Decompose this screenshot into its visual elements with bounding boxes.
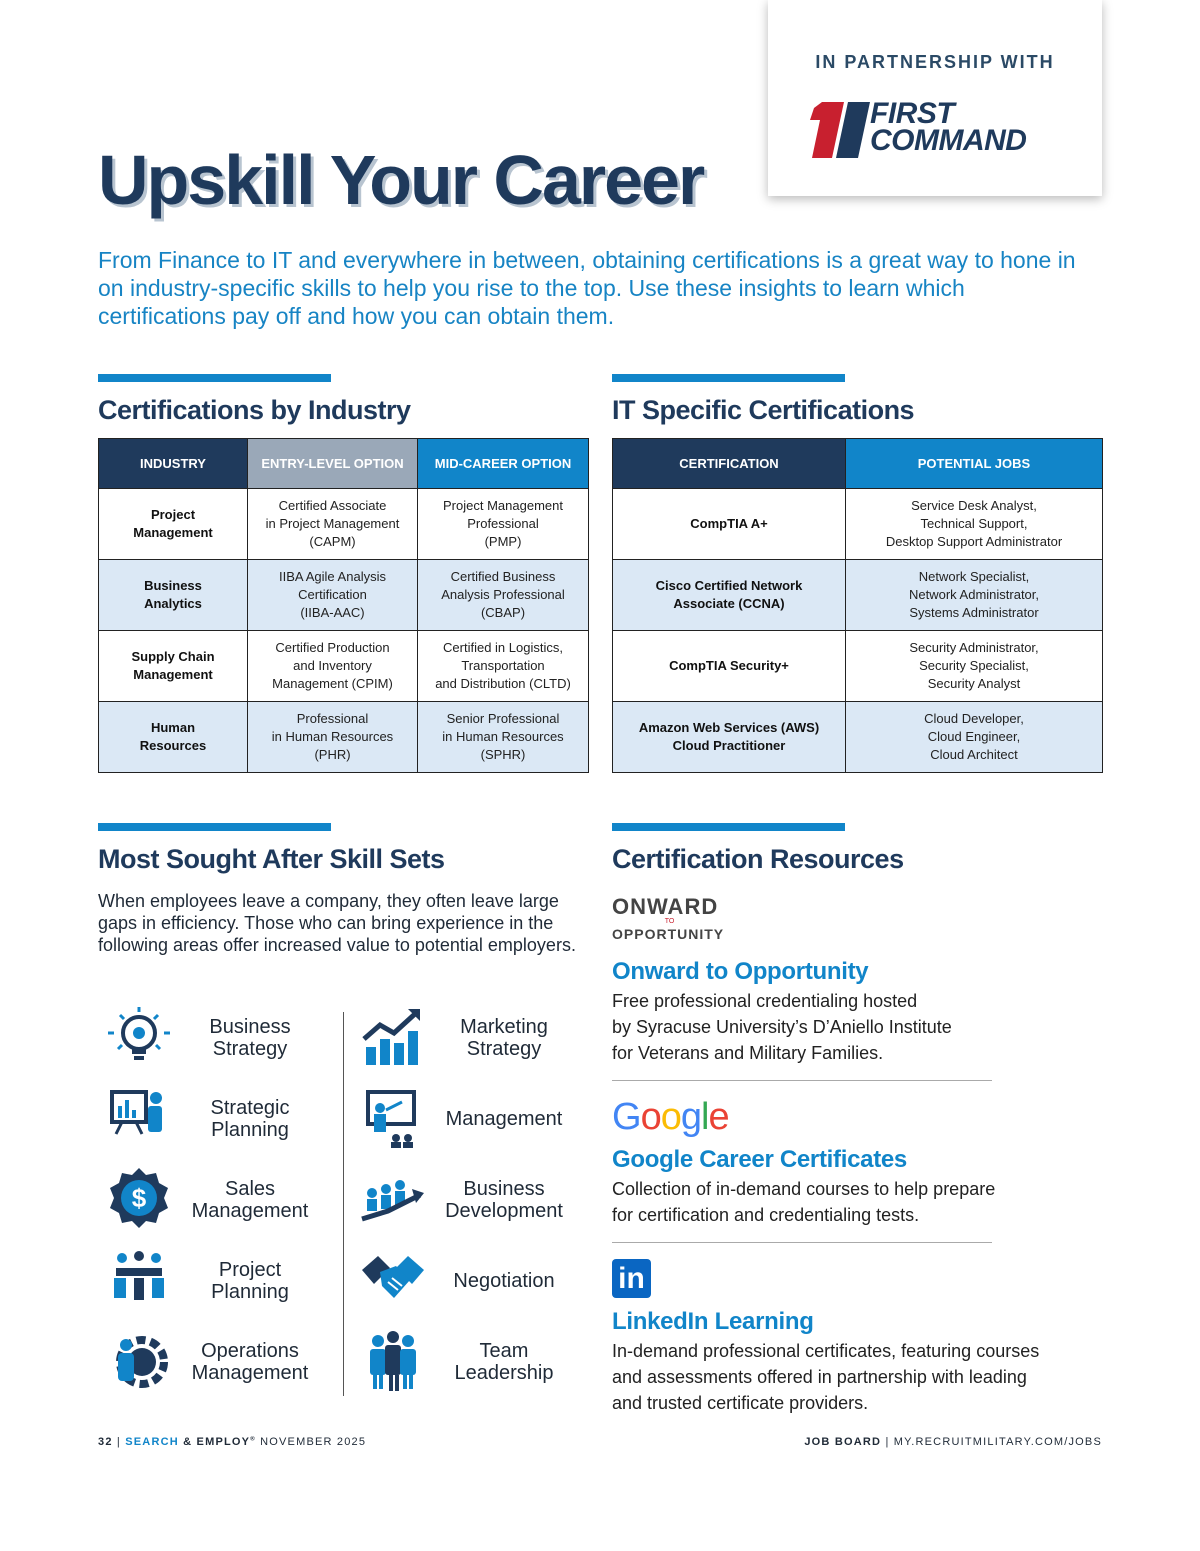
potential-jobs-cell: Security Administrator, Security Specialist, Security Analyst: [846, 631, 1103, 702]
skill-label: Team Leadership: [454, 1340, 554, 1384]
section-accent-bar: [98, 823, 331, 831]
skill-item: [358, 1084, 598, 1154]
table-row: [613, 489, 1103, 560]
industry-cell: Human Resources: [99, 702, 248, 773]
potential-jobs-cell: Service Desk Analyst, Technical Support, Desktop Support Administrator: [846, 489, 1103, 560]
dollar-badge-icon: [104, 1165, 174, 1235]
resource-title[interactable]: Onward to Opportunity: [612, 958, 869, 985]
table-row: [99, 489, 589, 560]
google-logo: Google: [612, 1096, 729, 1138]
industry-cell: Business Analytics: [99, 560, 248, 631]
skill-item: [104, 1246, 344, 1316]
entry-level-cell: Certified Production and Inventory Management (CPIM): [248, 631, 418, 702]
table-header: CERTIFICATION: [613, 439, 846, 489]
resource-title[interactable]: LinkedIn Learning: [612, 1308, 814, 1335]
team-icon: [358, 1327, 428, 1397]
skill-label: Management: [445, 1108, 563, 1130]
skill-item: [104, 1327, 344, 1397]
onward-to-opportunity-logo: ONWARD TO OPPORTUNITY: [612, 894, 725, 942]
table-header: MID-CAREER OPTION: [418, 439, 589, 489]
table-header: ENTRY-LEVEL OPTION: [248, 439, 418, 489]
skill-item: [358, 1165, 598, 1235]
certification-cell: Amazon Web Services (AWS) Cloud Practitioner: [613, 702, 846, 773]
skill-item: [104, 1003, 344, 1073]
resource-title[interactable]: Google Career Certificates: [612, 1146, 907, 1173]
job-board-label: JOB BOARD: [804, 1436, 882, 1448]
resource-separator: [612, 1242, 992, 1243]
presentation-icon: [104, 1084, 174, 1154]
potential-jobs-cell: Cloud Developer, Cloud Engineer, Cloud Architect: [846, 702, 1103, 773]
skill-label: Negotiation: [453, 1270, 555, 1292]
table-row: [99, 631, 589, 702]
training-board-icon: [358, 1084, 428, 1154]
handshake-icon: [358, 1246, 428, 1316]
table-row: [613, 631, 1103, 702]
skill-item: [358, 1003, 598, 1073]
skill-label: Marketing Strategy: [460, 1016, 548, 1060]
lightbulb-gear-icon: [104, 1003, 174, 1073]
skill-label: Business Development: [445, 1178, 563, 1222]
footer-left: 32 | SEARCH & EMPLOY® NOVEMBER 2025: [98, 1436, 367, 1448]
section-accent-bar: [612, 823, 845, 831]
skill-item: [104, 1165, 344, 1235]
industry-cell: Project Management: [99, 489, 248, 560]
skill-item: [358, 1246, 598, 1316]
issue-date: NOVEMBER 2025: [260, 1436, 367, 1448]
mid-career-cell: Certified in Logistics, Transportation and Distribution (CLTD): [418, 631, 589, 702]
resource-separator: [612, 1080, 992, 1081]
mid-career-cell: Certified Business Analysis Professional (CBAP): [418, 560, 589, 631]
resource-desc: Free professional credentialing hosted by Syracuse University’s D’Aniello Institute for Veterans and Military Families.: [612, 991, 952, 1063]
first-command-logo: [808, 97, 1064, 162]
certification-cell: CompTIA A+: [613, 489, 846, 560]
table-row: [99, 702, 589, 773]
resources-heading: Certification Resources: [612, 844, 904, 874]
potential-jobs-cell: Network Specialist, Network Administrator, Systems Administrator: [846, 560, 1103, 631]
page-number: 32: [98, 1436, 113, 1448]
section-accent-bar: [98, 374, 331, 382]
publication-name: SEARCH: [125, 1436, 179, 1448]
entry-level-cell: Certified Associate in Project Management (CAPM): [248, 489, 418, 560]
mid-career-cell: Senior Professional in Human Resources (SPHR): [418, 702, 589, 773]
table-header: POTENTIAL JOBS: [846, 439, 1103, 489]
section-accent-bar: [612, 374, 845, 382]
skill-label: Business Strategy: [209, 1016, 291, 1060]
first-command-wordmark: FIRST COMMAND: [870, 97, 1027, 157]
partner-label: IN PARTNERSHIP WITH: [815, 52, 1055, 72]
industry-cell: Supply Chain Management: [99, 631, 248, 702]
partner-box: [768, 0, 1102, 196]
table-header: INDUSTRY: [99, 439, 248, 489]
meeting-table-icon: [104, 1246, 174, 1316]
certification-cell: CompTIA Security+: [613, 631, 846, 702]
skill-label: Operations Management: [191, 1340, 309, 1384]
registered-mark: ®: [250, 1436, 256, 1443]
skill-item: [104, 1084, 344, 1154]
skill-label: Strategic Planning: [210, 1097, 290, 1141]
resource-desc: Collection of in-demand courses to help prepare for certification and credentialing tests.: [612, 1179, 996, 1225]
entry-level-cell: Professional in Human Resources (PHR): [248, 702, 418, 773]
team-growth-icon: [358, 1165, 428, 1235]
skill-label: Project Planning: [211, 1259, 289, 1303]
skill-item: [358, 1327, 598, 1397]
page-title: Upskill Your Career: [98, 141, 704, 219]
svg-text:$: $: [131, 1183, 147, 1213]
entry-level-cell: IIBA Agile Analysis Certification (IIBA-AAC): [248, 560, 418, 631]
table-row: [99, 560, 589, 631]
skills-heading: Most Sought After Skill Sets: [98, 844, 445, 874]
industry-heading: Certifications by Industry: [98, 395, 411, 425]
gear-person-icon: [104, 1327, 174, 1397]
it-heading: IT Specific Certifications: [612, 395, 915, 425]
skills-intro: When employees leave a company, they often leave large gaps in efficiency. Those who can bring experience in the following areas offer increased value to potential employers.: [98, 891, 576, 955]
linkedin-icon: in: [612, 1259, 651, 1298]
table-row: [613, 702, 1103, 773]
mid-career-cell: Project Management Professional (PMP): [418, 489, 589, 560]
industry-table: [98, 438, 589, 773]
resource-desc: In-demand professional certificates, featuring courses and assessments offered in partnership with leading and trusted certificate providers.: [612, 1341, 1040, 1413]
it-table: [612, 438, 1103, 773]
intro-text: From Finance to IT and everywhere in between, obtaining certifications is a great way to hone in on industry-specific skills to help you rise to the top. Use these insights to learn which certifications pay off and how you can obtain them.: [98, 247, 1076, 329]
growth-chart-icon: [358, 1003, 428, 1073]
first-command-emblem-icon: [808, 102, 878, 160]
publication-name-suffix: & EMPLOY: [183, 1436, 251, 1448]
skill-label: Sales Management: [191, 1178, 309, 1222]
site-url[interactable]: MY.RECRUITMILITARY.COM/JOBS: [893, 1436, 1102, 1448]
table-row: [613, 560, 1103, 631]
footer-right: JOB BOARD | MY.RECRUITMILITARY.COM/JOBS: [804, 1436, 1102, 1448]
certification-cell: Cisco Certified Network Associate (CCNA): [613, 560, 846, 631]
